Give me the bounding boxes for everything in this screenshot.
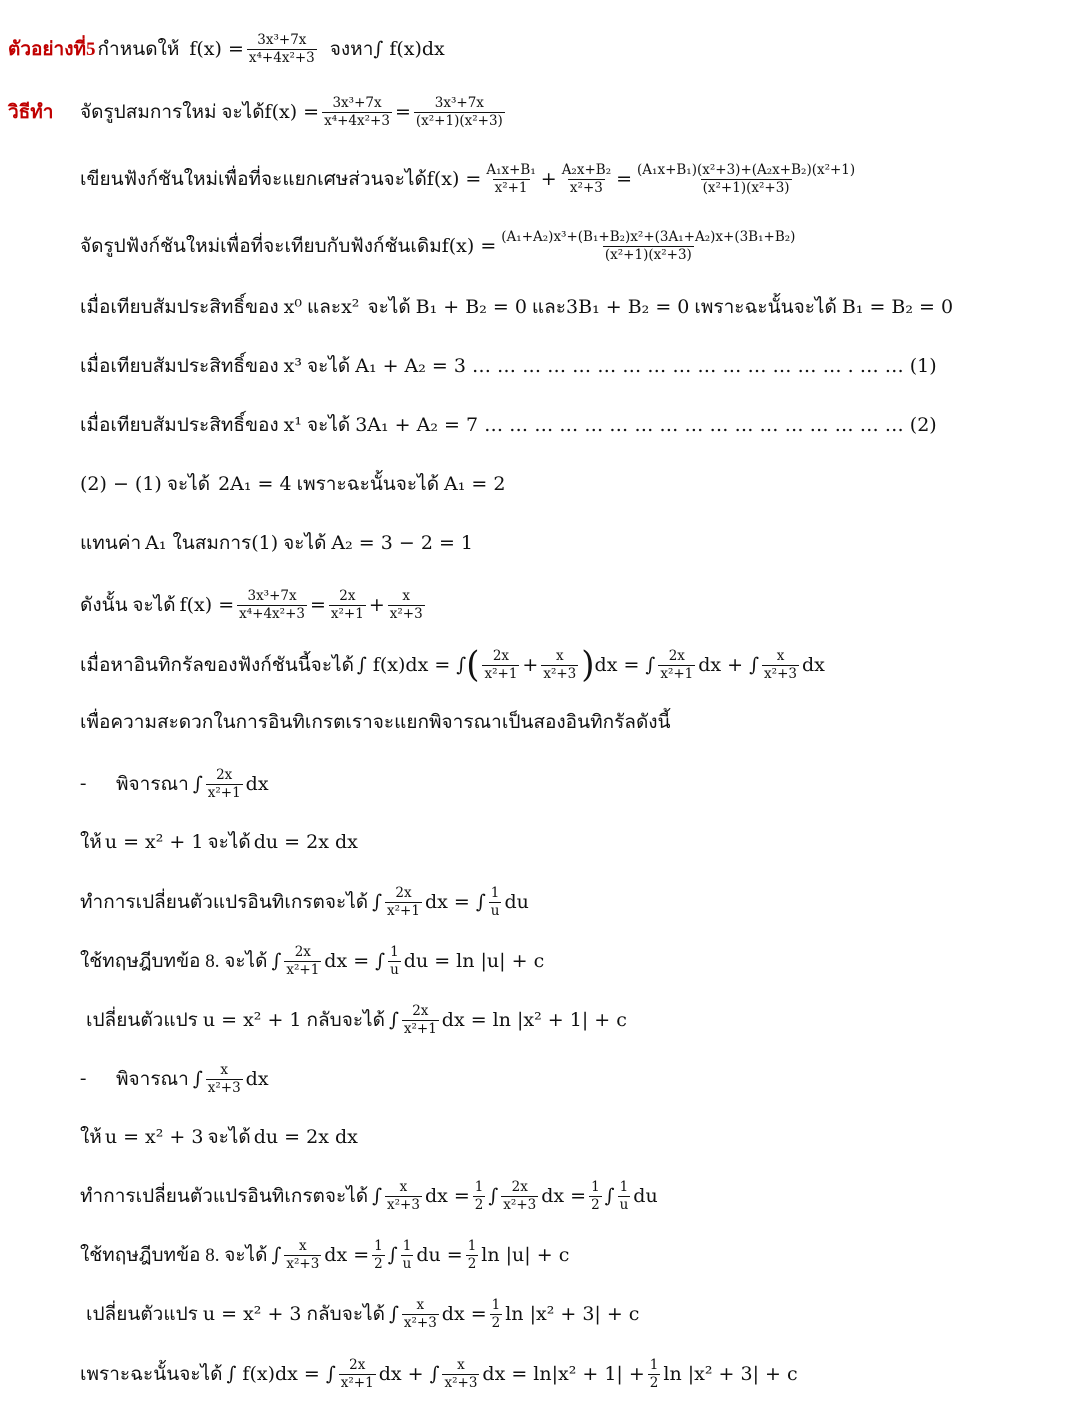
math: u = x² + 1 — [104, 831, 204, 853]
fraction: $\frac{\text{3x³+7x}}{\text{x⁴+4x²+3}}$ — [248, 32, 315, 66]
text: เพราะฉะนั้นจะได้ — [694, 297, 837, 318]
fraction: 2x x²+1 — [484, 648, 518, 682]
bullet-dash: - — [80, 1068, 87, 1089]
math: A₁ — [145, 532, 167, 554]
fraction: 1 u — [619, 1179, 629, 1213]
math: dx = — [441, 1303, 487, 1325]
math: dx — [245, 773, 269, 795]
fraction: x x²+3 — [444, 1357, 478, 1391]
let-u-line — [80, 1115, 358, 1159]
math: du — [633, 1185, 658, 1207]
math: x² — [341, 296, 360, 318]
text: ให้ — [80, 1127, 102, 1148]
result-line — [80, 583, 428, 627]
math: ∫ f(x)dx = ∫ — [226, 1363, 336, 1385]
text: จะได้ — [166, 474, 211, 495]
text: ทำการเปลี่ยนตัวแปรอินทิเกรตจะได้ — [80, 1186, 369, 1207]
math: ln |x² + 3| + c — [663, 1363, 798, 1385]
fraction: 2x x²+3 — [503, 1179, 537, 1213]
math: dx = ∫ — [424, 891, 486, 913]
case-2-header — [80, 1057, 269, 1101]
math: dx = ln |x² + 1| + c — [441, 1009, 627, 1031]
math: x¹ — [283, 414, 302, 436]
math: 3B₁ + B₂ = 0 — [566, 296, 690, 318]
math: f(x) = — [179, 594, 235, 616]
change-variable-line — [80, 1174, 658, 1218]
fraction: $\frac{\text{3x³+7x}}{\text{(x²+1)(x²+3)}}$ — [415, 95, 503, 129]
fraction: $\frac{1}{2}$ — [467, 1238, 477, 1272]
math: u = x² + 1 — [202, 1009, 302, 1031]
text: เพราะฉะนั้นจะได้ — [80, 1364, 223, 1385]
text: เมื่อเทียบสัมประสิทธิ์ของ — [80, 356, 279, 377]
fraction: x x²+3 — [387, 1179, 420, 1213]
math: ∫ — [372, 1185, 383, 1207]
text: เพื่อความสะดวกในการอินทิเกรตเราจะแยกพิจารณาเป็นสองอินทิกรัลดังนี้ — [80, 712, 671, 733]
fraction: 2x x²+1 — [340, 1357, 374, 1391]
text: กลับจะได้ — [306, 1304, 385, 1325]
math: ∫ — [388, 1009, 399, 1031]
text: และ — [531, 297, 567, 318]
fraction: 1 u — [390, 944, 399, 978]
text: ในสมการ — [172, 533, 252, 554]
math: ∫ — [192, 1068, 203, 1090]
fraction: 1 u — [490, 885, 500, 919]
math: = — [394, 101, 411, 123]
math: ∫ f(x)dx — [373, 38, 445, 60]
math: f(x) = — [426, 168, 482, 190]
math: dx = ∫ — [594, 654, 656, 676]
text: ดังนั้น จะได้ — [80, 595, 176, 616]
fraction: 2x x²+1 — [387, 885, 420, 919]
math: du = — [416, 1244, 463, 1266]
fraction: $\frac{2x}{\text{x²+1}}$ — [330, 588, 364, 622]
text: จะได้ — [283, 533, 327, 554]
compare-line — [80, 403, 937, 447]
math: u = x² + 3 — [104, 1126, 204, 1148]
solution-label: วิธีทำ — [8, 102, 54, 123]
equation-2: 3A₁ + A₂ = 7 … … … … … … … … … … … … … … … … … (2) — [355, 414, 937, 436]
text: เพราะฉะนั้นจะได้ — [296, 474, 440, 495]
text: เปลี่ยนตัวแปร — [86, 1304, 198, 1325]
fraction: 1 u — [402, 1238, 412, 1272]
math: ∫ — [372, 891, 383, 913]
compare-line — [80, 344, 937, 388]
math: ∫ — [604, 1185, 615, 1207]
text: พิจารณา — [116, 1069, 189, 1090]
math: ∫ — [271, 950, 282, 972]
math: ∫ — [488, 1185, 499, 1207]
bullet-dash: - — [80, 773, 87, 794]
fraction: 2x x²+1 — [286, 944, 320, 978]
math: dx = — [324, 1244, 370, 1266]
back-substitute-line — [86, 1292, 639, 1336]
math: dx = ln|x² + 1| + — [482, 1363, 645, 1385]
example-label: ตัวอย่างที่5 — [8, 39, 96, 60]
text: และ — [306, 297, 342, 318]
math: dx = — [541, 1185, 587, 1207]
math: ∫ — [388, 1303, 399, 1325]
example-header — [8, 27, 445, 71]
math: dx — [245, 1068, 269, 1090]
math: du = 2x dx — [253, 1126, 358, 1148]
math: = — [616, 168, 633, 190]
back-substitute-line — [86, 998, 627, 1042]
math: 2A₁ = 4 — [218, 473, 292, 495]
fraction: $\frac{\text{A₁x+B₁}}{\text{x²+1}}$ — [486, 162, 536, 196]
math: B₁ + B₂ = 0 — [415, 296, 527, 318]
fraction: x x²+3 — [764, 648, 797, 682]
math: (1) — [251, 532, 279, 554]
math: dx = ∫ — [324, 950, 386, 972]
math: + — [522, 654, 539, 676]
fraction: x x²+3 — [207, 1062, 241, 1096]
text: เปลี่ยนตัวแปร — [86, 1010, 198, 1031]
text: ใช้ทฤษฎีบทข้อ 8. จะได้ — [80, 951, 268, 972]
text: ทำการเปลี่ยนตัวแปรอินทิเกรตจะได้ — [80, 892, 369, 913]
text: จัดรูปสมการใหม่ จะได้ — [80, 102, 265, 123]
fraction: $\frac{1}{2}$ — [591, 1179, 600, 1213]
math: = — [309, 594, 326, 616]
text: พิจารณา — [116, 774, 189, 795]
math: ∫ — [192, 773, 203, 795]
text: จัดรูปฟังก์ชันใหม่เพื่อที่จะเทียบกับฟังก์ชันเดิม — [80, 236, 442, 257]
fraction: $\frac{x}{\text{x²+3}}$ — [389, 588, 423, 622]
compare-line — [80, 285, 953, 329]
integral-line: เมื่อหาอินทิกรัลของฟังก์ชันนี้จะได้ ∫ f(x)dx = ∫ ( 2x x²+1 + $\frac{x}{\text{x²+3}}$ ) dx = ∫ 2x x²+1 dx + ∫ x x²+3 dx — [80, 644, 825, 686]
math: x³ — [283, 355, 302, 377]
math: du = ln |u| + c — [403, 950, 545, 972]
fraction: $\frac{1}{2}$ — [649, 1357, 659, 1391]
text: เขียนฟังก์ชันใหม่เพื่อที่จะแยกเศษส่วนจะได้ — [80, 169, 427, 190]
math: dx = — [424, 1185, 470, 1207]
math: A₂ = 3 − 2 = 1 — [331, 532, 474, 554]
math: f(x) = — [264, 101, 320, 123]
final-result-line — [80, 1352, 798, 1396]
text: จะได้ — [367, 297, 411, 318]
fraction: 2x x²+1 — [660, 648, 694, 682]
math: ln |u| + c — [481, 1244, 570, 1266]
text: จงหา — [329, 39, 374, 60]
text: เมื่อหาอินทิกรัลของฟังก์ชันนี้จะได้ — [80, 655, 354, 676]
text: จะได้ — [207, 832, 251, 853]
fraction: x x²+3 — [403, 1297, 437, 1331]
math: dx — [801, 654, 825, 676]
math: u = x² + 3 — [202, 1303, 302, 1325]
theorem-line — [80, 1233, 569, 1277]
text: จะได้ — [306, 415, 351, 436]
math: f(x) = — [441, 235, 497, 257]
fraction: $\frac{\text{A₂x+B₂}}{\text{x²+3}}$ — [561, 162, 612, 196]
math: du = 2x dx — [253, 831, 358, 853]
math: A₁ = 2 — [444, 473, 506, 495]
math: ln |x² + 3| + c — [505, 1303, 640, 1325]
text: จะได้ — [207, 1127, 251, 1148]
text: ใช้ทฤษฎีบทข้อ 8. จะได้ — [80, 1245, 268, 1266]
math: dx + ∫ — [378, 1363, 440, 1385]
fraction: $\frac{\text{3x³+7x}}{\text{x⁴+4x²+3}}$ — [324, 95, 390, 129]
fraction: $\frac{1}{2}$ — [474, 1179, 484, 1213]
theorem-line — [80, 939, 544, 983]
math: ∫ f(x)dx = ∫ — [356, 654, 467, 676]
fraction: x x²+3 — [286, 1238, 320, 1272]
fraction: 2x x²+1 — [403, 1003, 437, 1037]
fraction: $\frac{x}{\text{x²+3}}$ — [543, 648, 577, 682]
math: dx + ∫ — [698, 654, 760, 676]
math: du — [504, 891, 529, 913]
fraction: $\frac{\text{(A₁+A₂)x³+(B₁+B₂)x²+(3A₁+A₂)x+(3B₁+B₂)}}{\text{(x²+1)(x²+3)}}$ — [501, 229, 796, 263]
change-variable-line — [80, 880, 529, 924]
let-u-line — [80, 820, 358, 864]
math: ∫ — [387, 1244, 398, 1266]
math: (2) − (1) — [80, 473, 162, 495]
math: f(x) = — [189, 38, 244, 60]
text: เมื่อเทียบสัมประสิทธิ์ของ — [80, 415, 279, 436]
fraction: $\frac{1}{2}$ — [374, 1238, 383, 1272]
subtract-line — [80, 462, 505, 506]
solution-line — [8, 90, 508, 134]
math: + — [540, 168, 557, 190]
math: x⁰ — [283, 296, 302, 318]
fraction: $\frac{1}{2}$ — [491, 1297, 501, 1331]
fraction: $\frac{\text{(A₁x+B₁)(x²+3)+(A₂x+B₂)(x²+1)}}{\text{(x²+1)(x²+3)}}$ — [637, 162, 856, 196]
substitute-line — [80, 521, 473, 565]
text: กลับจะได้ — [306, 1010, 385, 1031]
fraction: 2x x²+1 — [207, 767, 241, 801]
equation-1: A₁ + A₂ = 3 … … … … … … … … … … … … … … … . … … (1) — [355, 355, 937, 377]
regroup-line — [80, 224, 800, 268]
text: กำหนดให้ — [97, 39, 180, 60]
intro-line — [80, 700, 671, 744]
math: B₁ = B₂ = 0 — [841, 296, 954, 318]
math: ∫ — [271, 1244, 282, 1266]
partial-fraction-line — [80, 157, 860, 201]
text: จะได้ — [306, 356, 351, 377]
text: ให้ — [80, 832, 102, 853]
text: แทนค่า — [80, 533, 142, 554]
math: + — [368, 594, 385, 616]
text: เมื่อเทียบสัมประสิทธิ์ของ — [80, 297, 279, 318]
case-1-header — [80, 762, 269, 806]
fraction: $\frac{\text{3x³+7x}}{\text{x⁴+4x²+3}}$ — [239, 588, 305, 622]
